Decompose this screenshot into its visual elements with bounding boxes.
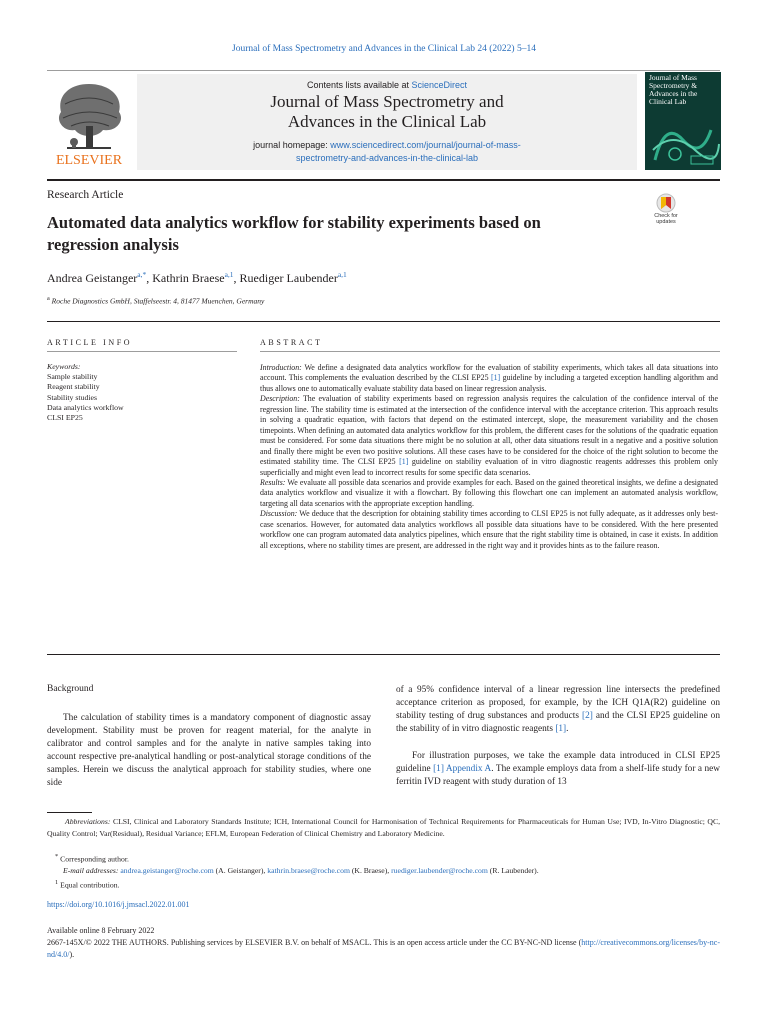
body-right-paragraph-2 (396, 750, 720, 789)
badge-line1: Check for (654, 213, 678, 219)
article-info-rule (47, 351, 237, 352)
abstract-discussion (260, 509, 718, 551)
doi-link[interactable]: https://doi.org/10.1016/j.jmsacl.2022.01.001 (47, 900, 190, 909)
author-name[interactable]: Kathrin Braese (152, 271, 225, 285)
license-text (47, 937, 720, 961)
corresponding-text: Corresponding author. (58, 854, 129, 864)
description-text-cont: guideline on stability evaluation of in vitro diagnostic reagents addresses this problem only superficially and might even lead to incorrect results for some specific data scenarios. (260, 457, 719, 477)
intro-text-cont: guideline by including a targeted exception handling algorithm and thus allows one to automatically evaluate stability data based on linear regression analysis. (260, 373, 718, 393)
reference-link[interactable]: [1] (490, 373, 501, 383)
footnote-rule (47, 812, 92, 813)
article-type: Research Article (47, 189, 124, 201)
contents-line (137, 80, 637, 90)
elsevier-wordmark: ELSEVIER (55, 153, 123, 168)
results-label: Results: (260, 477, 286, 487)
author-name[interactable]: Andrea Geistanger (47, 271, 138, 285)
abstract-bottom-rule (47, 654, 720, 655)
abstract-description (260, 394, 718, 478)
email-label: E-mail addresses: (63, 866, 119, 875)
abbreviations-text: CLSI, Clinical and Laboratory Standards Institute; ICH, International Council for Harmonisation of Technical Requirements for Pharmaceuticals for Human Use; IVD, In-Vitro Diagnostic; QC, Quality Control; Var(Residual), Residual Variance; EFLM, European Federation of Clinical Chemistry and Laboratory Medicine. (47, 817, 720, 838)
badge-line2: updates (656, 219, 676, 225)
description-text: The evaluation of stability experiments based on regression analysis requires the calculation of the confidence interval of the regression line. The stability time is estimated at the intersection of the confidence interval with the acceptance criterion. This approach results in solving a quadratic equation, with factors that depend on the estimated intercept, slope, the measurement variability and the chosen timepoints. When defining an automated data analytics workflow for this problem, the different cases for the solutions of the quadratic equation must be considered. For some data situations there might be no solution at all, other data situations result in a negative and a positive solution and finally there might be even two positive solutions. All these cases have to be considered for the choice of the right solution to become the estimated stability time. The CLSI EP25 (260, 394, 718, 467)
journal-name (137, 92, 637, 132)
paragraph-text: . The example employs data from a shelf-life study for a new ferritin IVD reagent with study duration of 13 (396, 763, 720, 787)
article-head-rule (47, 321, 720, 322)
abstract-rule (260, 351, 720, 352)
keyword: CLSI EP25 (47, 413, 83, 423)
bookmark-icon (646, 193, 686, 215)
article-info-label: ARTICLE INFO (47, 338, 133, 347)
affiliation (47, 295, 264, 306)
abbreviations-label: Abbreviations: (65, 817, 111, 826)
elsevier-logo[interactable] (47, 74, 131, 168)
abstract-introduction (260, 363, 718, 394)
equal-mark: 1 (55, 879, 59, 886)
sciencedirect-link[interactable]: ScienceDirect (411, 80, 468, 90)
license-statement: 2667-145X/© 2022 THE AUTHORS. Publishing services by ELSEVIER B.V. on behalf of MSACL. This is an open access article under the CC BY-NC-ND license ( (47, 938, 582, 947)
affiliation-text: Roche Diagnostics GmbH, Staffelseestr. 4, 81477 Muenchen, Germany (51, 296, 265, 306)
article-title-line1: Automated data analytics workflow for stability experiments based on (47, 213, 541, 232)
journal-name-line2: Advances in the Clinical Lab (287, 112, 487, 131)
author-separator: , (146, 271, 153, 285)
author-separator: , (233, 271, 240, 285)
email-owner: (A. Geistanger), (213, 866, 268, 875)
keyword: Stability studies (47, 392, 98, 402)
discussion-text: We deduce that the description for obtaining stability times according to CLSI EP25 is not fully adequate, as it addresses only best-case scenarios. However, for automated data analytics workflows all possible data situations have to be considered. With the here presented workflow one can program automated data analytics pipelines, which ensure that the right stability time is obtained, in case it exists. In addition all exceptions, where no stability times are present, are addressed in the right way and it provides hints as to the failure reason. (260, 509, 718, 550)
author-affiliation-mark[interactable]: a,1 (337, 270, 347, 279)
section-heading-background: Background (47, 684, 94, 694)
keywords-block (47, 362, 124, 423)
paragraph-text: of a 95% confidence interval of a linear regression line intersects the predefined acceptance criterion as proposed, for example, by the ICH Q1A(R2) guideline on stability testing of drug substances and products (396, 685, 720, 721)
homepage-link-line2[interactable]: spectrometry-and-advances-in-the-clinical-lab (295, 153, 479, 163)
appendix-link[interactable]: Appendix A (445, 763, 492, 774)
journal-citation[interactable]: Journal of Mass Spectrometry and Advances in the Clinical Lab 24 (2022) 5–14 (232, 44, 536, 54)
body-left-paragraph: The calculation of stability times is a mandatory component of diagnostic assay development. Stability must be proven for reagent material, for the analyte in calibrator and control samples and for the analyte in native samples taking into account respective pre-analytical handling or post-analytical storage conditions of the samples. Herein we discuss the analytical approach for stability studies, where one side (47, 713, 371, 788)
homepage-link-line1[interactable]: www.sciencedirect.com/journal/journal-of-mass- (330, 140, 521, 150)
email-owner: (R. Laubender). (487, 866, 539, 875)
reference-link[interactable]: [1] (433, 763, 444, 774)
corresponding-mark: * (55, 853, 59, 860)
author-affiliation-mark[interactable]: a,* (137, 270, 147, 279)
email-link[interactable]: kathrin.braese@roche.com (267, 866, 350, 875)
paragraph-text: . (566, 723, 569, 734)
cover-title: Journal of Mass Spectrometry & Advances in the Clinical Lab (649, 73, 698, 106)
check-for-updates-badge[interactable] (646, 193, 686, 231)
header-top-rule (47, 70, 720, 71)
cover-graphic-icon (645, 110, 721, 170)
license-close: ). (69, 950, 75, 959)
author-affiliation-mark[interactable]: a,1 (224, 270, 234, 279)
article-title-line2: regression analysis (47, 235, 179, 254)
paragraph-text: and the CLSI EP25 guideline on the stability of in vitro diagnostic reagents (396, 710, 720, 734)
header-bottom-rule (47, 179, 720, 181)
footnote-emails (47, 866, 539, 875)
journal-name-line1: Journal of Mass Spectrometry and (270, 92, 504, 111)
available-online: Available online 8 February 2022 (47, 926, 155, 935)
affiliation-mark: a (47, 295, 50, 302)
description-label: Description: (260, 394, 300, 404)
equal-text: Equal contribution. (58, 880, 120, 890)
intro-text: We define a designated data analytics workflow for the evaluation of stability experiments, which takes all data situations into account. This complements the evaluation described by the CLSI EP25 (260, 363, 718, 383)
article-title (47, 212, 607, 256)
discussion-label: Discussion: (260, 509, 298, 519)
keyword: Reagent stability (47, 382, 100, 392)
reference-link[interactable]: [2] (581, 710, 593, 721)
email-link[interactable]: andrea.geistanger@roche.com (120, 866, 214, 875)
license-link[interactable]: http://creativecommons.org/licenses/by-nc-nd/4.0/ (47, 938, 720, 959)
paragraph-text: For illustration purposes, we take the example data introduced in CLSI EP25 guideline (396, 751, 720, 774)
homepage-label: journal homepage: (253, 140, 331, 150)
author-list (47, 270, 347, 286)
footnote-corresponding (47, 853, 129, 864)
email-link[interactable]: ruediger.laubender@roche.com (391, 866, 488, 875)
abstract-label: ABSTRACT (260, 338, 323, 347)
contents-prefix: Contents lists available at (306, 80, 412, 90)
body-right-paragraph-1 (396, 684, 720, 736)
keyword: Sample stability (47, 372, 98, 382)
keyword: Data analytics workflow (47, 402, 124, 412)
author-name[interactable]: Ruediger Laubender (239, 271, 338, 285)
reference-link[interactable]: [1] (555, 723, 567, 734)
footnote-abbreviations (47, 816, 720, 840)
reference-link[interactable]: [1] (399, 457, 409, 467)
footnote-equal-contribution (47, 879, 119, 890)
email-owner: (K. Braese), (349, 866, 392, 875)
intro-label: Introduction: (260, 363, 302, 372)
results-text: We evaluate all possible data scenarios and provide examples for each. Based on the gained theoretical insights, we define a designated data analytics workflow and visualize it with a flowchart. By following this flowchart one can implement an automated analysis workflow, targeting all data scenarios with the appropriate exception handling. (260, 477, 718, 508)
keywords-label: Keywords: (47, 362, 81, 371)
abstract-body (260, 363, 718, 551)
journal-cover[interactable] (645, 72, 721, 170)
journal-homepage (137, 139, 637, 165)
abstract-results (260, 478, 718, 509)
